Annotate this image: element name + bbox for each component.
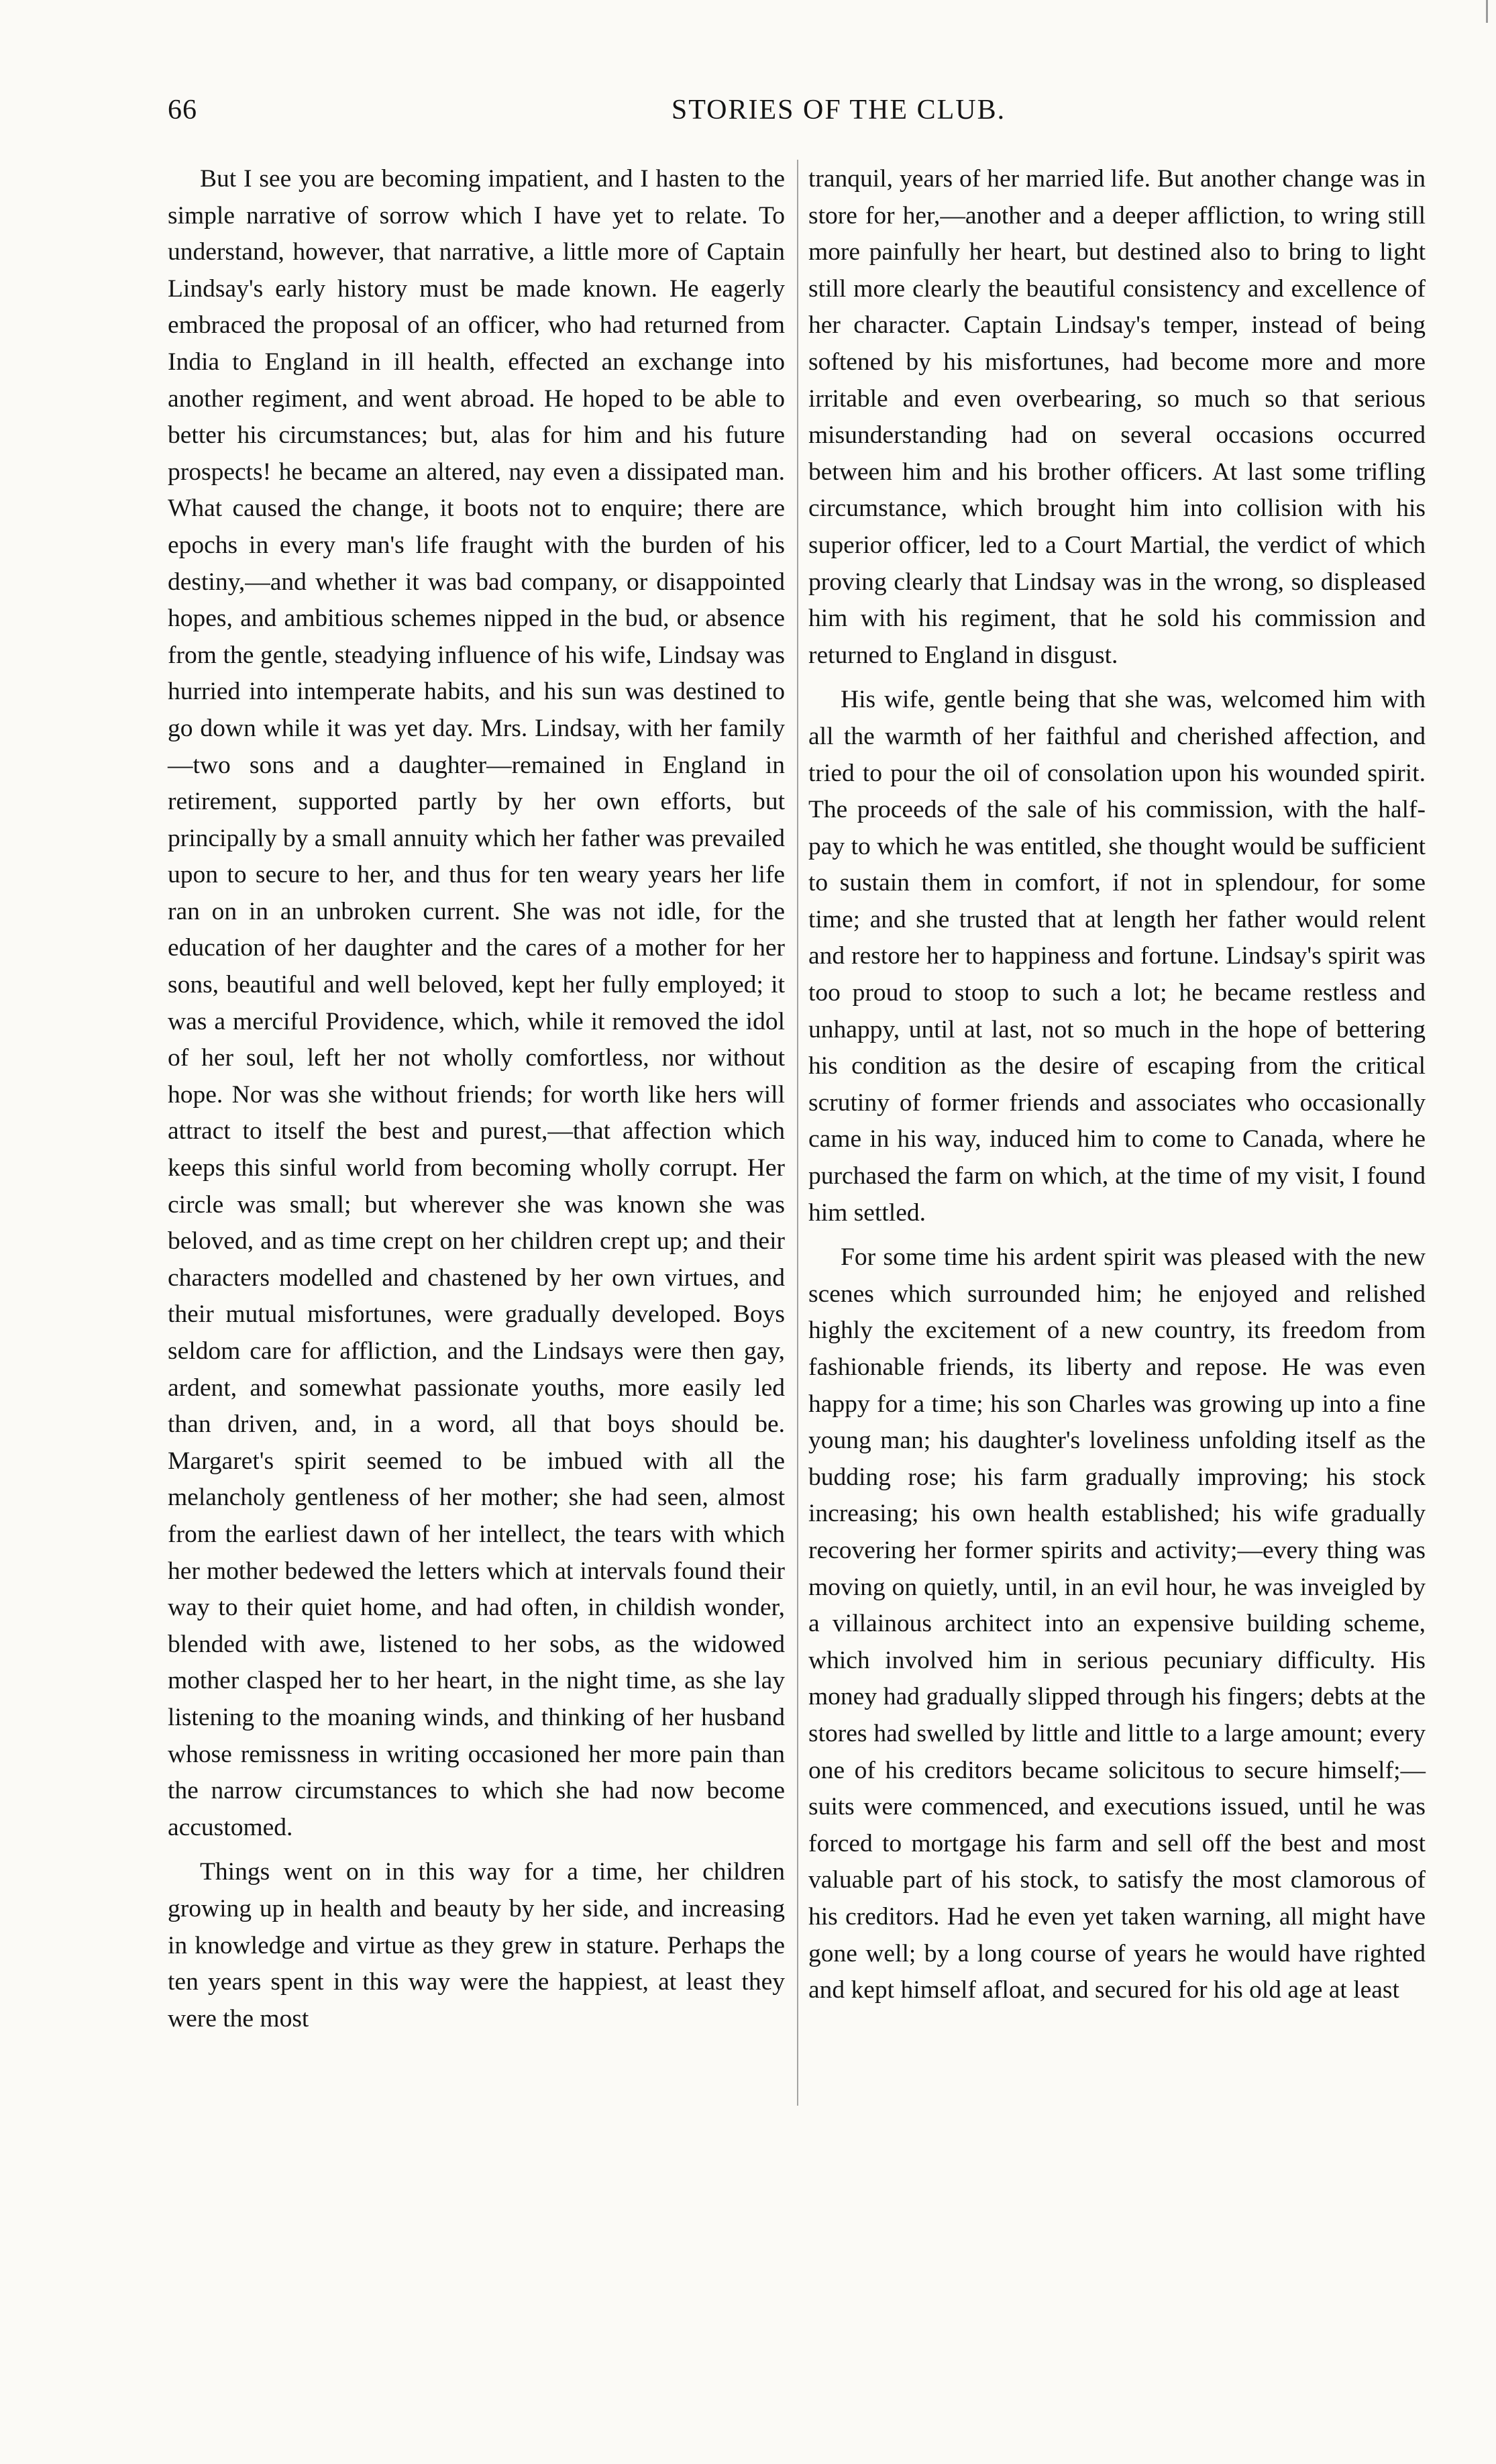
paragraph: His wife, gentle being that she was, welcomed him with all the warmth of her faithful and cherished affection, and tried to pour the oil of consolation upon his wounded spirit. The proceeds of the sale of his commission, with the half-pay to which he was entitled, she thought would be sufficient to sustain them in comfort, if not in splendour, for some time; and she trusted that at length her father would relent and restore her to happiness and fortune. Lindsay's spirit was too proud to stoop to such a lot; he became restless and unhappy, until at last, not so much in the hope of bettering his condition as the desire of escaping from the critical scrutiny of former friends and associates who occasionally came in his way, induced him to come to Canada, where he purchased the farm on which, at the time of my visit, I found him settled. (808, 686, 1426, 1227)
running-header (168, 94, 1429, 134)
column-divider (797, 160, 798, 2106)
left-text-column (168, 161, 785, 2037)
right-text-column (808, 161, 1426, 2009)
paragraph: But I see you are becoming impatient, and I hasten to the simple narrative of sorrow which I have yet to relate. To understand, however, that narrative, a little more of Captain Lindsay's early history must be made known. He eagerly embraced the proposal of an officer, who had returned from India to England in ill health, effected an exchange into another regiment, and went abroad. He hoped to be able to better his circumstances; but, alas for him and his future prospects! he became an altered, nay even a dissipated man. What caused the change, it boots not to enquire; there are epochs in every man's life fraught with the burden of his destiny,—and whether it was bad company, or disappointed hopes, and ambitious schemes nipped in the bud, or absence from the gentle, steadying influence of his wife, Lindsay was hurried into intemperate habits, and his sun was destined to go down while it was yet day. Mrs. Lindsay, with her family—two sons and a daughter—remained in England in retirement, supported partly by her own efforts, but principally by a small annuity which her father was prevailed upon to secure to her, and thus for ten weary years her life ran on in an unbroken current. She was not idle, for the education of her daughter and the cares of a mother for her sons, beautiful and well beloved, kept her fully employed; it was a merciful Providence, which, while it removed the idol of her soul, left her not wholly comfortless, nor without hope. Nor was she without friends; for worth like hers will attract to itself the best and purest,—that affection which keeps this sinful world from becoming wholly corrupt. Her circle was small; but wherever she was known she was beloved, and as time crept on her children crept up; and their characters modelled and chastened by her own virtues, and their mutual misfortunes, were gradually developed. Boys seldom care for affliction, and the Lindsays were then gay, ardent, and somewhat passionate youths, more easily led than driven, and, in a word, all that boys should be. Margaret's spirit seemed to be imbued with all the melancholy gentleness of her mother; she had seen, almost from the earliest dawn of her intellect, the tears with which her mother bedewed the letters which at intervals found their way to their quiet home, and had often, in childish wonder, blended with awe, listened to her sobs, as the widowed mother clasped her to her heart, in the night time, as she lay listening to the moaning winds, and thinking of her husband whose remissness in writing occasioned her more pain than the narrow circumstances to which she had now become accustomed. (168, 165, 785, 1841)
scan-edge-mark (1486, 0, 1488, 23)
paragraph: For some time his ardent spirit was pleased with the new scenes which surrounded him; he enjoyed and relished highly the excitement of a new country, its freedom from fashionable friends, its liberty and repose. He was even happy for a time; his son Charles was growing up into a fine young man; his daughter's loveliness unfolding itself as the budding rose; his farm gradually improving; his stock increasing; his own health established; his wife gradually recovering her former spirits and activity;—every thing was moving on quietly, until, in an evil hour, he was inveigled by a villainous architect into an expensive building scheme, which involved him in serious pecuniary difficulty. His money had gradually slipped through his fingers; debts at the stores had swelled by little and little to a large amount; every one of his creditors became solicitous to secure himself;—suits were commenced, and executions issued, until he was forced to mortgage his farm and sell off the best and most valuable part of his stock, to satisfy the most clamorous of his creditors. Had he even yet taken warning, all might have gone well; by a long course of years he would have righted and kept himself afloat, and secured for his old age at least (808, 1243, 1426, 2004)
page-number: 66 (168, 95, 197, 125)
paragraph: Things went on in this way for a time, her children growing up in health and beauty by her side, and increasing in knowledge and virtue as they grew in stature. Perhaps the ten years spent in this way were the happiest, at least they were the most (168, 1858, 785, 2033)
paragraph-continued: tranquil, years of her married life. But another change was in store for her,—another and a deeper affliction, to wring still more painfully her heart, but destined also to bring to light still more clearly the beautiful consistency and excellence of her character. Captain Lindsay's temper, instead of being softened by his misfortunes, had become more and more irritable and even overbearing, so much so that serious misunderstanding had on several occasions occurred between him and his brother officers. At last some trifling circumstance, which brought him into collision with his superior officer, led to a Court Martial, the verdict of which proving clearly that Lindsay was in the wrong, so displeased him with his regiment, that he sold his commission and returned to England in disgust. (808, 165, 1426, 669)
running-title: STORIES OF THE CLUB. (671, 95, 1006, 125)
